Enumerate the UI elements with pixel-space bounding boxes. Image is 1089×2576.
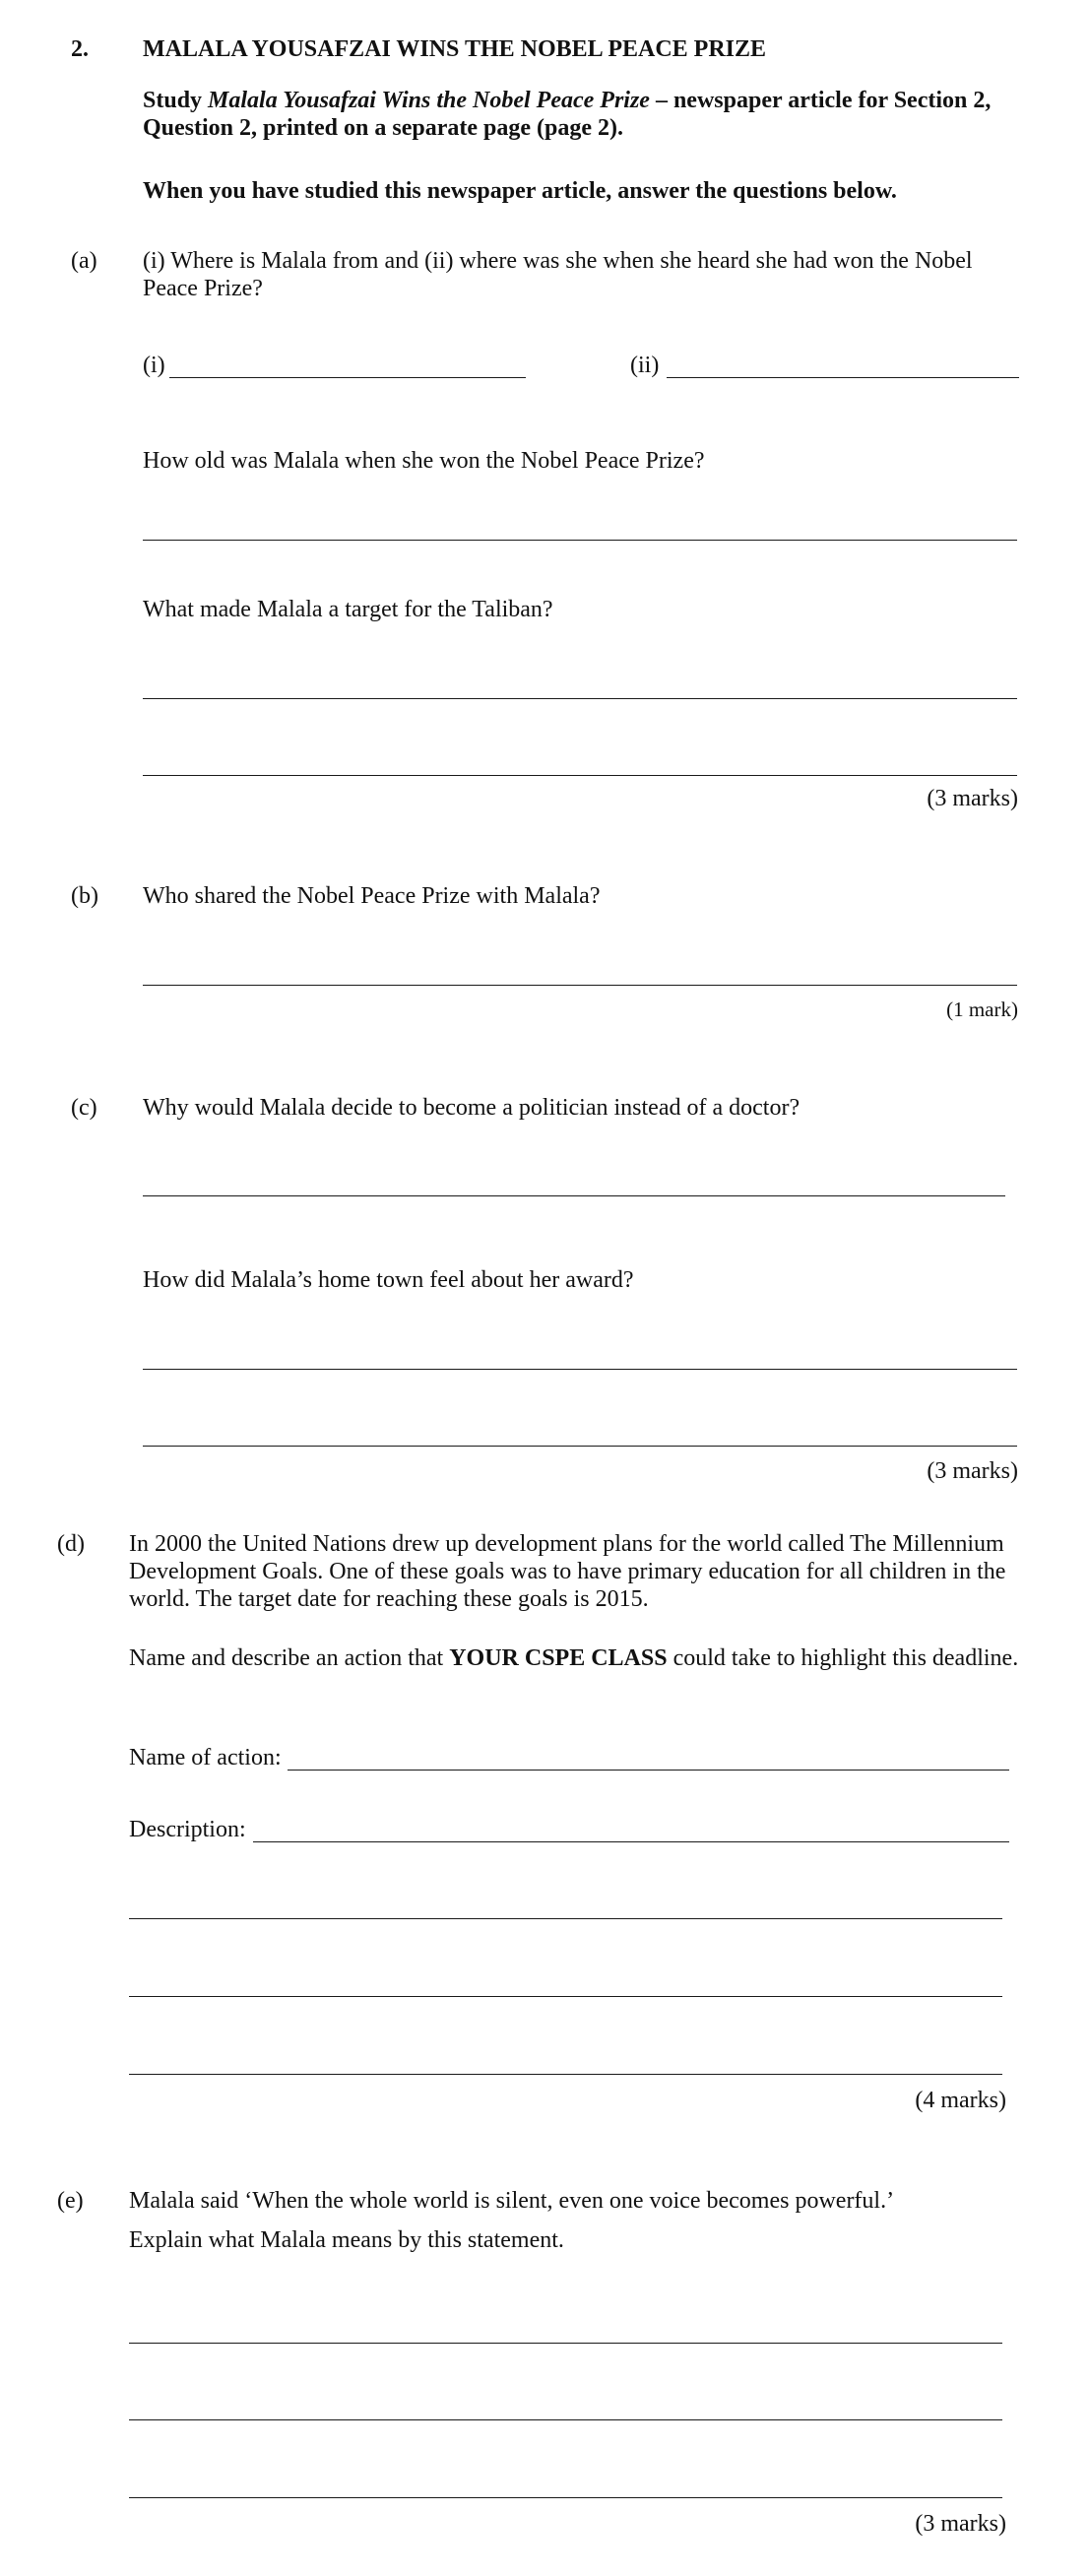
part-d-intro: In 2000 the United Nations drew up development plans for the world called The Millennium Development Goals. One of these goals was to have primary education for all children in the world. The target date for reaching these goals is 2015. bbox=[129, 1531, 1006, 1612]
part-a-marks: (3 marks) bbox=[927, 786, 1018, 811]
part-e-quote: Malala said ‘When the whole world is silent, even one voice becomes powerful.’ bbox=[129, 2188, 895, 2214]
part-e-answer-line-2[interactable] bbox=[129, 2419, 1002, 2420]
part-a-question-3: What made Malala a target for the Taliban? bbox=[143, 597, 553, 622]
part-a-answer-ii-line[interactable] bbox=[667, 377, 1019, 378]
part-a-answer-i-line[interactable] bbox=[169, 377, 526, 378]
part-e-answer-line-1[interactable] bbox=[129, 2343, 1002, 2344]
part-b-question: Who shared the Nobel Peace Prize with Malala? bbox=[143, 883, 601, 909]
part-d-marks: (4 marks) bbox=[915, 2088, 1006, 2113]
part-d-description-line-2[interactable] bbox=[129, 1918, 1002, 1919]
part-a-question-1: (i) Where is Malala from and (ii) where was she when she heard she had won the Nobel Peace Prize? bbox=[143, 248, 973, 301]
part-a-label: (a) bbox=[71, 248, 97, 274]
part-a-question-2: How old was Malala when she won the Nobel Peace Prize? bbox=[143, 448, 705, 474]
part-d-label: (d) bbox=[57, 1531, 85, 1557]
part-c-question-1: Why would Malala decide to become a politician instead of a doctor? bbox=[143, 1095, 801, 1121]
question-number: 2. bbox=[71, 36, 89, 62]
part-b-answer-line[interactable] bbox=[143, 985, 1017, 986]
part-c-answer-line-2a[interactable] bbox=[143, 1369, 1017, 1370]
part-c-marks: (3 marks) bbox=[927, 1458, 1018, 1484]
part-e-answer-line-3[interactable] bbox=[129, 2497, 1002, 2498]
part-d-description-line-3[interactable] bbox=[129, 1996, 1002, 1997]
answer-instruction: When you have studied this newspaper article, answer the questions below. bbox=[143, 178, 897, 204]
part-d-description-line-1[interactable] bbox=[253, 1841, 1009, 1842]
part-c-answer-line-1[interactable] bbox=[143, 1195, 1005, 1196]
part-a-sub-i-label: (i) bbox=[143, 353, 165, 378]
part-c-question-2: How did Malala’s home town feel about her award? bbox=[143, 1267, 634, 1293]
part-a-sub-ii-label: (ii) bbox=[630, 353, 660, 378]
part-e-marks: (3 marks) bbox=[915, 2511, 1006, 2537]
part-a-answer-line-2[interactable] bbox=[143, 540, 1017, 541]
part-e-question: Explain what Malala means by this statement. bbox=[129, 2227, 564, 2253]
part-e-label: (e) bbox=[57, 2188, 84, 2214]
part-d-name-label: Name of action: bbox=[129, 1745, 282, 1771]
part-d-description-line-4[interactable] bbox=[129, 2074, 1002, 2075]
part-c-label: (c) bbox=[71, 1095, 97, 1121]
part-a-answer-line-3b[interactable] bbox=[143, 775, 1017, 776]
part-c-answer-line-2b[interactable] bbox=[143, 1446, 1017, 1447]
study-instruction: Study Malala Yousafzai Wins the Nobel Peace Prize – newspaper article for Section 2, Question 2, printed on a separate page (page 2). bbox=[143, 88, 992, 141]
question-title: MALALA YOUSAFZAI WINS THE NOBEL PEACE PRIZE bbox=[143, 36, 767, 62]
part-b-label: (b) bbox=[71, 883, 98, 909]
part-d-name-answer-line[interactable] bbox=[288, 1770, 1009, 1771]
part-d-task: Name and describe an action that YOUR CSPE CLASS could take to highlight this deadline. bbox=[129, 1645, 1019, 1671]
part-b-marks: (1 mark) bbox=[946, 998, 1018, 1021]
part-a-answer-line-3a[interactable] bbox=[143, 698, 1017, 699]
part-d-description-label: Description: bbox=[129, 1817, 246, 1842]
